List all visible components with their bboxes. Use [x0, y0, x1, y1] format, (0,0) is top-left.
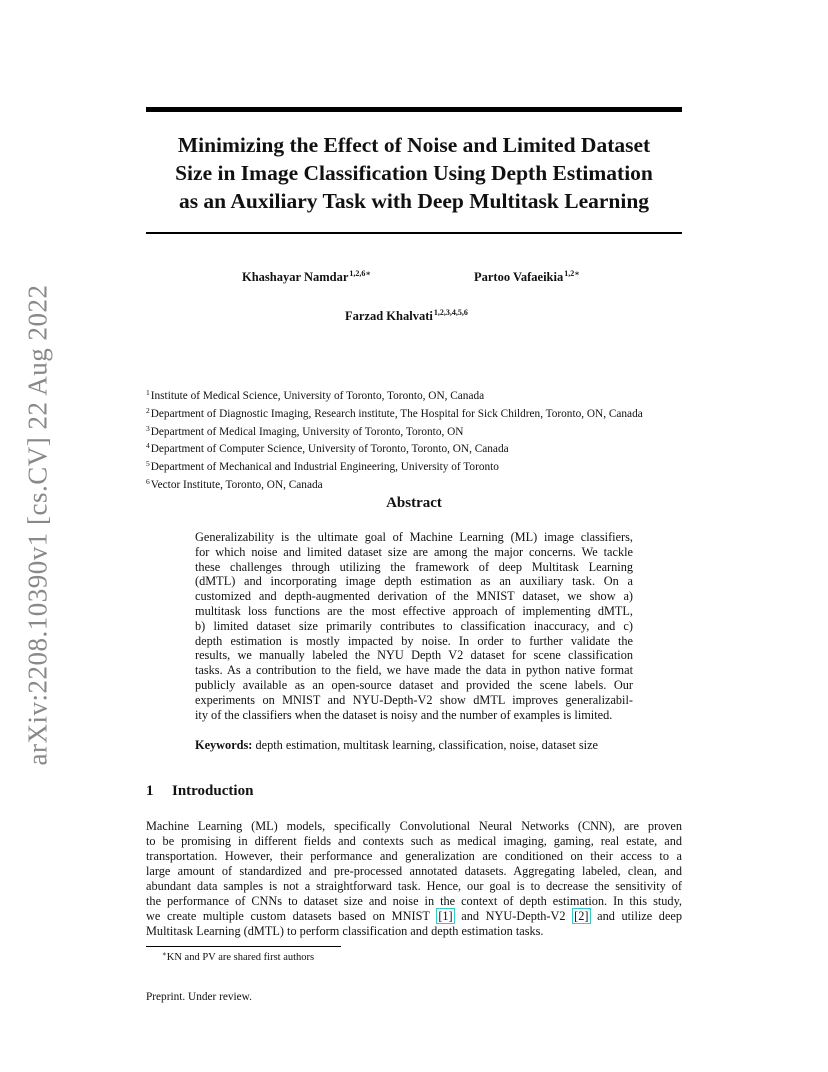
intro-line-with-citations: we create multiple custom datasets based on MNIST [1] and NYU-Depth-V2 [2] and utilize deep — [146, 909, 683, 923]
author-affiliation-marks: 1,2,3,4,5,6 — [433, 308, 468, 317]
title-line: Minimizing the Effect of Noise and Limited Dataset — [177, 133, 651, 157]
abstract-line: Generalizability is the ultimate goal of Machine Learning (ML) image classifiers, — [195, 530, 633, 544]
author-name: Partoo Vafaeikia — [474, 270, 564, 284]
author-vafaeikia — [474, 268, 580, 285]
abstract-line: these challenges through utilizing the framework of deep Multitask Learning — [195, 559, 633, 574]
abstract-line: results, we manually labeled the NYU Depth V2 dataset for scene classification — [195, 648, 633, 663]
abstract-line: experiments on MNIST and NYU-Depth-V2 show dMTL improves generalizabil- — [195, 692, 633, 707]
keywords-text: depth estimation, multitask learning, classification, noise, dataset size — [252, 738, 598, 752]
abstract-line: for which noise and limited dataset size are among the major concerns. We tackle — [195, 544, 633, 559]
keywords-label: Keywords: — [195, 738, 253, 752]
title-line: Size in Image Classification Using Depth Estimation — [175, 161, 653, 185]
intro-line: abundant data samples is not a straightforward task. Hence, our goal is to decrease the sensitivity of — [146, 879, 682, 893]
title-bottom-rule — [146, 232, 682, 234]
intro-line: Machine Learning (ML) models, specifically Convolutional Neural Networks (CNN), are proven — [146, 819, 682, 833]
intro-line: Multitask Learning (dMTL) to perform classification and depth estimation tasks. — [146, 924, 544, 938]
abstract-line: publicly available as an open-source dataset and provided the scene labels. Our — [195, 677, 633, 692]
arxiv-identifier: arXiv:2208.10390v1 [cs.CV] 22 Aug 2022 — [22, 284, 53, 766]
keywords — [195, 738, 598, 753]
paper-title — [146, 131, 682, 215]
introduction-body — [146, 819, 682, 939]
abstract-line: depth estimation is mostly impacted by noise. In order to further validate the — [195, 633, 633, 648]
preprint-note: Preprint. Under review. — [146, 991, 252, 1003]
title-top-rule — [146, 107, 682, 112]
abstract-line: ity of the classifiers when the dataset is noisy and the number of examples is limited. — [195, 707, 613, 722]
author-name: Khashayar Namdar — [242, 270, 349, 284]
affiliation-item: $^3$Department of Medical Imaging, University of Toronto, Toronto, ON — [146, 423, 464, 438]
section-number: 1 — [146, 783, 154, 799]
abstract-body — [195, 530, 633, 722]
title-line: as an Auxiliary Task with Deep Multitask Learning — [178, 189, 650, 213]
citation-link-1[interactable]: [1] — [438, 909, 453, 923]
citation-link-2[interactable]: [2] — [574, 909, 589, 923]
footnote — [162, 950, 314, 963]
affiliations — [146, 386, 643, 493]
footnote-text: KN and PV are shared first authors — [166, 952, 315, 963]
section-title: Introduction — [172, 783, 254, 799]
intro-line: transportation. However, their performance and generalization are conditioned on their access to a — [146, 849, 682, 863]
author-khalvati — [345, 308, 468, 324]
affiliation-item: $^2$Department of Diagnostic Imaging, Research institute, The Hospital for Sick Children, Toronto, ON, Canada — [146, 405, 643, 420]
abstract-line: tasks. As a contribution to the field, we have made the data in python native format — [195, 663, 633, 678]
footnote-mark: ∗ — [162, 950, 167, 958]
intro-line: the performance of CNNs to dataset size and noise in the context of depth estimation. In this study, — [146, 894, 682, 908]
affiliation-item: $^4$Department of Computer Science, University of Toronto, Toronto, ON, Canada — [146, 441, 509, 456]
author-namdar — [242, 268, 371, 285]
author-affiliation-marks: 1,2∗ — [564, 269, 580, 278]
affiliation-item: $^5$Department of Mechanical and Industrial Engineering, University of Toronto — [146, 459, 499, 474]
section-heading — [146, 783, 253, 800]
intro-line: to be promising in different fields and contexts such as medical imaging, gaming, real estate, and — [146, 834, 682, 848]
intro-line: large amount of standardized and pre-processed annotated datasets. Aggregating labeled, clean, and — [146, 864, 682, 878]
abstract-line: (dMTL) and incorporating image depth estimation as an auxiliary task. On a — [195, 574, 633, 589]
author-name: Farzad Khalvati — [345, 309, 433, 323]
affiliation-item: $^6$Vector Institute, Toronto, ON, Canada — [146, 476, 323, 491]
abstract-heading: Abstract — [386, 495, 442, 511]
abstract-line: b) limited dataset size primarily contributes to classification inaccuracy, and c) — [195, 618, 633, 633]
author-affiliation-marks: 1,2,6∗ — [349, 269, 371, 278]
affiliation-item: $^1$Institute of Medical Science, University of Toronto, Toronto, ON, Canada — [146, 388, 485, 402]
footnote-rule — [146, 946, 341, 947]
abstract-line: multitask loss functions are the most effective approach of implementing dMTL, — [195, 603, 633, 618]
abstract-line: customized and depth-augmented derivation of the MNIST dataset, we show a) — [195, 589, 633, 604]
